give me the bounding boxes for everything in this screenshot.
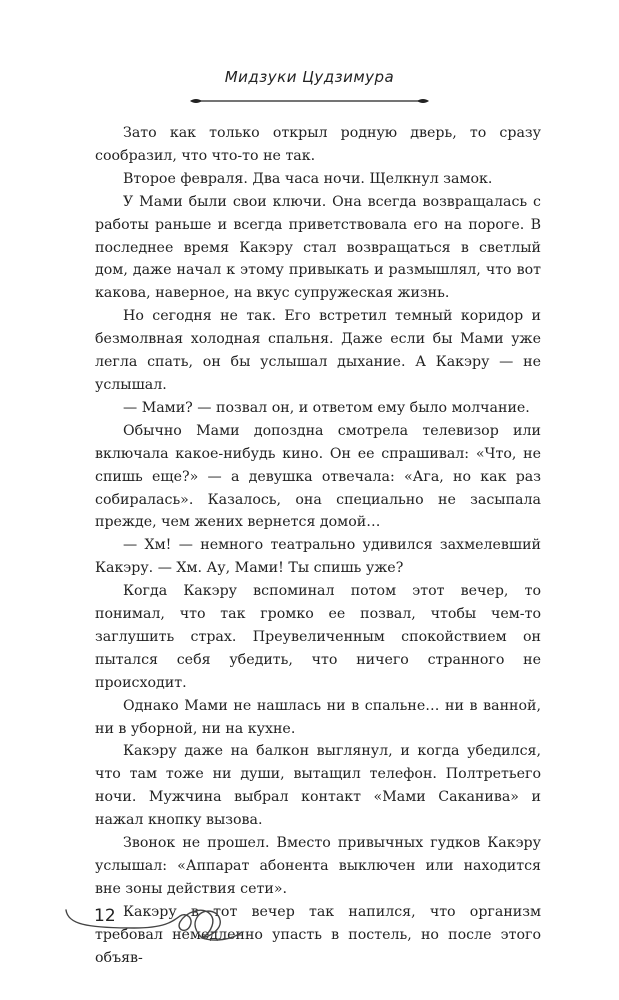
paragraph: Однако Мами не нашлась ни в спальне… ни в ванной, ни в уборной, ни на кухне. — [95, 697, 541, 737]
paragraph: Какэру в тот вечер так напился, что организм требовал немедленно упасть в постель, но после этого объяв- — [95, 903, 541, 966]
heart-swirl-ornament — [64, 888, 244, 948]
paragraph: Второе февраля. Два часа ночи. Щелкнул замок. — [123, 170, 493, 187]
paragraph: — Хм! — немного театрально удивился захмелевший Какэру. — Хм. Ау, Мами! Ты спишь уже? — [95, 537, 541, 577]
paragraph: — Мами? — позвал он, и ответом ему было молчание. — [123, 399, 530, 416]
author-name: Мидзуки Цудзимура — [224, 68, 395, 86]
paragraph: Но сегодня не так. Его встретил темный коридор и безмолвная холодная спальня. Даже если бы Мами уже легла спать, он бы услышал дыхание. А Какэру — не услышал. — [95, 308, 541, 393]
paragraph: Обычно Мами допоздна смотрела телевизор или включала какое-нибудь кино. Он ее спрашивал: «Что, не спишь еще?» — а девушка отвечала: «Ага, но как раз собиралась». Казалось, она специально не засыпала прежде, чем жених вернется домой… — [95, 422, 541, 531]
paragraph: Какэру даже на балкон выглянул, и когда убедился, что там тоже ни души, вытащил телефон. Полтретьего ночи. Мужчина выбрал контакт «Мами Саканива» и нажал кнопку вызова. — [95, 743, 541, 829]
paragraph: Когда Какэру вспоминал потом этот вечер, то понимал, что так громко ее позвал, чтобы чем-то заглушить страх. Преувеличенным спокойствием он пытался себя убедить, что ничего странного не происходит. — [95, 583, 541, 691]
running-header — [0, 68, 619, 86]
paragraph: У Мами были свои ключи. Она всегда возвращалась с работы раньше и всегда приветствовала его на пороге. В последнее время Какэру стал возвращаться в светлый дом, даже начал к этому привыкать и размышлял, что вот какова, наверное, на вкус супружеская жизнь. — [95, 193, 541, 302]
paragraph: Зато как только открыл родную дверь, то сразу сообразил, что что-то не так. — [95, 125, 541, 164]
body-text — [95, 122, 541, 970]
header-ornament-rule — [190, 97, 429, 105]
paragraph: Звонок не прошел. Вместо привычных гудков Какэру услышал: «Аппарат абонента выключен или находится вне зоны действия сети». — [95, 835, 541, 897]
page-number: 12 — [94, 906, 116, 926]
